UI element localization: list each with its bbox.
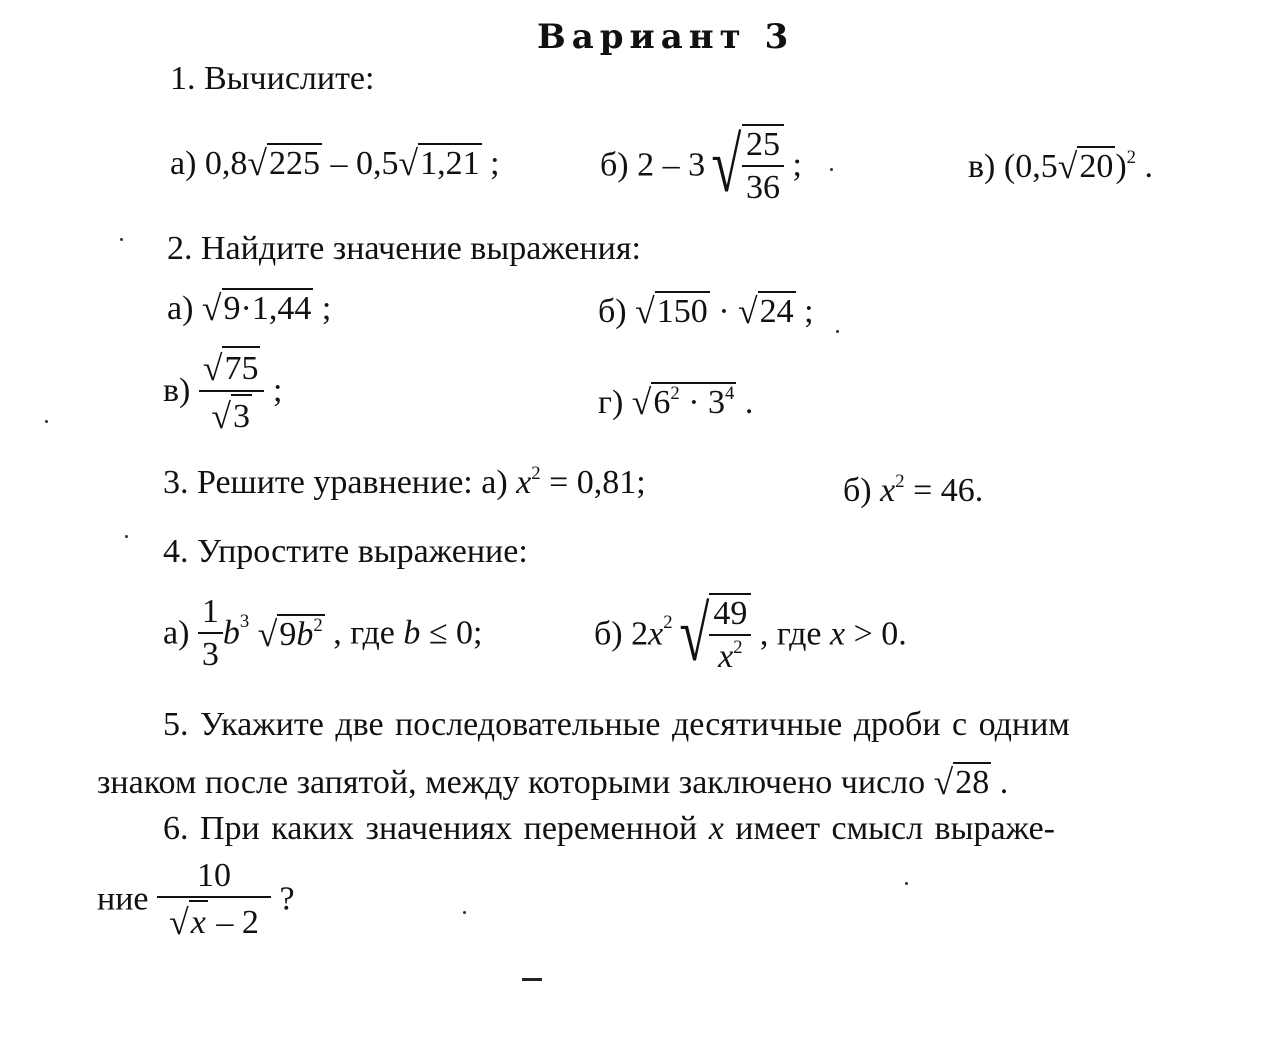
task-3b bbox=[843, 470, 984, 509]
sqrt: √9·1,44 bbox=[201, 287, 312, 328]
condition: > 0. bbox=[853, 615, 907, 653]
numerator: 1 bbox=[198, 593, 223, 634]
sqrt: √1,21 bbox=[398, 142, 480, 183]
task-2-heading: 2. Найдите значение выражения: bbox=[167, 230, 641, 267]
punct: . bbox=[999, 764, 1009, 801]
equation-rhs: = 46. bbox=[913, 472, 984, 509]
task-6-line-2 bbox=[97, 857, 295, 942]
numerator: 49 bbox=[709, 595, 751, 636]
task-1-heading: 1. Вычислите: bbox=[170, 60, 375, 97]
variable: b bbox=[403, 614, 421, 652]
numerator: 10 bbox=[157, 857, 271, 898]
radicand bbox=[651, 382, 736, 420]
radicand: 3 bbox=[231, 394, 252, 435]
sqrt: $√9b^2$ bbox=[257, 613, 323, 654]
item-label: а) bbox=[167, 290, 194, 327]
variable: x bbox=[516, 464, 532, 501]
radicand: 75 bbox=[222, 346, 260, 387]
coefficient: 2 bbox=[631, 615, 649, 653]
scan-speck bbox=[905, 882, 908, 885]
sqrt: √150 bbox=[635, 290, 708, 331]
task-5-text: знаком после запятой, между которыми заключено число bbox=[97, 764, 926, 801]
fraction bbox=[199, 346, 265, 436]
task-6-text: 6. При каких значениях переменной bbox=[163, 810, 698, 847]
numerator: 25 bbox=[742, 126, 784, 167]
punct: ? bbox=[279, 880, 295, 918]
punct: ; bbox=[804, 293, 814, 330]
base: 6 bbox=[653, 384, 671, 421]
task-2b bbox=[598, 291, 814, 329]
task-1a bbox=[170, 143, 500, 181]
radicand: 150 bbox=[656, 293, 708, 330]
coefficient: 0,8 bbox=[204, 145, 248, 182]
item-label: г) bbox=[598, 384, 624, 421]
variable: x bbox=[648, 615, 664, 653]
denominator bbox=[714, 636, 746, 675]
denominator-rest: – 2 bbox=[216, 904, 259, 942]
task-2a bbox=[167, 288, 331, 326]
scan-speck bbox=[830, 168, 833, 171]
task-2c bbox=[163, 346, 282, 436]
variable: x bbox=[190, 904, 206, 942]
variable: b bbox=[222, 614, 240, 652]
task-5-line-1: 5. Укажите две последовательные десятичные дроби с одним bbox=[163, 706, 1070, 743]
exponent: 3 bbox=[239, 611, 250, 633]
operator: · 3 bbox=[679, 384, 726, 421]
radicand bbox=[277, 614, 324, 652]
item-label: в) bbox=[163, 371, 191, 409]
exponent: 2 bbox=[531, 462, 541, 484]
denominator: 36 bbox=[745, 169, 780, 207]
radicand: 28 bbox=[955, 764, 990, 801]
sqrt: √20 bbox=[1057, 145, 1114, 186]
condition: ≤ 0; bbox=[428, 614, 483, 652]
equation-rhs: = 0,81; bbox=[549, 464, 646, 501]
sqrt-fraction: √ $\frac{25}{36}$ bbox=[705, 124, 784, 207]
punct: . bbox=[744, 384, 754, 421]
variable: x bbox=[880, 472, 896, 509]
task-3-heading: 3. Решите уравнение: bbox=[163, 464, 473, 501]
operator: · bbox=[718, 293, 730, 330]
condition-text: , где bbox=[759, 615, 822, 653]
radicand: 20 bbox=[1079, 148, 1114, 185]
task-6-text: имеет смысл выраже- bbox=[735, 810, 1055, 847]
sqrt: √28 bbox=[933, 761, 990, 802]
expression: 2 – 3 bbox=[637, 146, 706, 184]
item-label: б) bbox=[843, 472, 872, 509]
exponent: 2 bbox=[1126, 146, 1136, 168]
denominator: 3 bbox=[201, 636, 219, 674]
item-label: б) bbox=[594, 615, 623, 653]
punct: . bbox=[1144, 148, 1153, 185]
radicand: 1,21 bbox=[420, 145, 480, 182]
operator: – 0,5 bbox=[330, 145, 399, 182]
fraction bbox=[157, 857, 271, 942]
variable: x bbox=[708, 810, 724, 847]
task-4b bbox=[594, 590, 907, 678]
condition-text: , где bbox=[333, 614, 395, 652]
numerator: √75 bbox=[199, 346, 265, 392]
scan-speck bbox=[120, 238, 123, 241]
variable: x bbox=[718, 638, 734, 676]
exponent: 4 bbox=[725, 382, 735, 404]
sqrt: $√6^2 \cdot 3^4$ bbox=[631, 381, 735, 422]
item-label: б) bbox=[598, 293, 627, 330]
sqrt: √24 bbox=[738, 290, 794, 331]
task-1b bbox=[600, 121, 802, 209]
item-label: б) bbox=[600, 146, 629, 184]
item-label: а) bbox=[481, 464, 508, 501]
exponent: 2 bbox=[313, 615, 323, 637]
task-6-line-1 bbox=[163, 812, 1055, 846]
scan-speck bbox=[125, 535, 128, 538]
scan-mark bbox=[522, 978, 542, 981]
sqrt: √225 bbox=[247, 142, 321, 183]
variable: x bbox=[830, 615, 846, 653]
exponent: 2 bbox=[733, 637, 743, 659]
paren: ) bbox=[1115, 148, 1127, 185]
coefficient: 9 bbox=[279, 616, 297, 654]
page-title: Вариант 3 bbox=[537, 17, 795, 57]
punct: ; bbox=[490, 145, 500, 182]
radicand: 24 bbox=[759, 293, 794, 330]
exponent: 2 bbox=[670, 382, 680, 404]
task-6-text: ние bbox=[97, 880, 149, 918]
task-5-line-2 bbox=[97, 762, 1008, 800]
punct: ; bbox=[792, 146, 802, 184]
sqrt-fraction: √ $\frac{49}{x^2}$ bbox=[673, 593, 752, 676]
expression: (0,5 bbox=[1003, 148, 1058, 185]
denominator: √x – 2 bbox=[169, 902, 259, 943]
item-label: в) bbox=[968, 148, 996, 185]
radicand: 225 bbox=[269, 145, 321, 182]
radicand: 9·1,44 bbox=[223, 290, 312, 327]
punct: ; bbox=[272, 371, 283, 409]
item-label: а) bbox=[163, 614, 190, 652]
scan-speck bbox=[463, 911, 466, 914]
scan-speck bbox=[45, 420, 48, 423]
punct: ; bbox=[321, 290, 332, 327]
task-3 bbox=[163, 462, 646, 501]
task-1c bbox=[968, 146, 1153, 184]
denominator: √3 bbox=[211, 395, 250, 436]
exponent: 2 bbox=[663, 612, 673, 634]
fraction bbox=[198, 593, 223, 674]
item-label: а) bbox=[170, 145, 197, 182]
variable: b bbox=[296, 616, 314, 654]
task-4a bbox=[163, 593, 482, 674]
scan-speck bbox=[836, 330, 839, 333]
exponent: 2 bbox=[895, 470, 905, 492]
task-2d bbox=[598, 382, 753, 420]
task-4-heading: 4. Упростите выражение: bbox=[163, 533, 528, 570]
